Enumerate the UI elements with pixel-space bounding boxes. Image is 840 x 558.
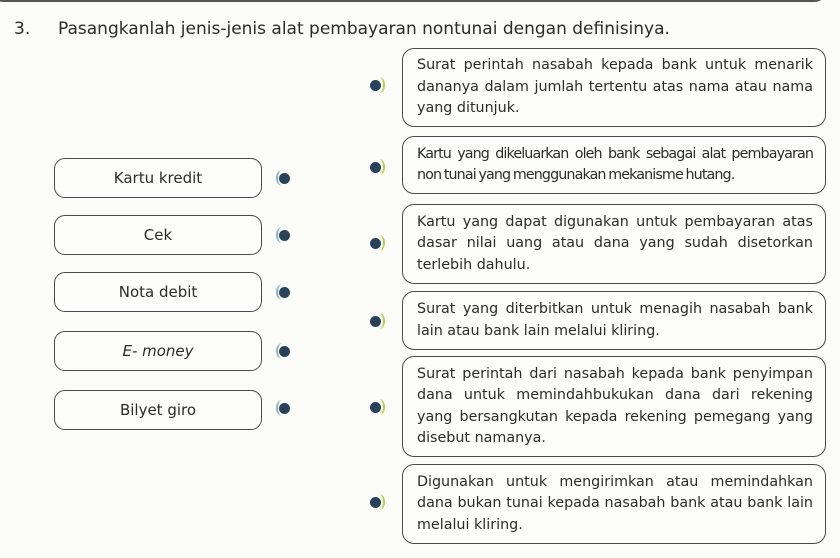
term-box-kartu-kredit[interactable] xyxy=(54,158,262,198)
definition-connector-dot-3[interactable] xyxy=(370,238,381,249)
term-label: E- money xyxy=(122,342,194,360)
definition-connector-dot-2[interactable] xyxy=(370,162,381,173)
term-box-nota-debit[interactable] xyxy=(54,272,262,312)
definition-box-6[interactable] xyxy=(402,464,826,544)
definition-text: Surat yang diterbitkan untuk menagih nasabah bank lain atau bank lain melalui kliring. xyxy=(417,301,813,339)
definition-text: Surat perintah nasabah kepada bank untuk menarik dananya dalam jumlah tertentu atas nama atau nama yang ditunjuk. xyxy=(417,57,813,117)
top-frame xyxy=(0,0,828,2)
term-label: Kartu kredit xyxy=(113,169,203,187)
definition-box-3[interactable] xyxy=(402,204,826,284)
term-connector-dot-cek[interactable] xyxy=(279,230,290,241)
term-connector-dot-e-money[interactable] xyxy=(279,346,290,357)
term-connector-dot-kartu-kredit[interactable] xyxy=(279,173,290,184)
definition-text: Kartu yang dapat digunakan untuk pembayaran atas dasar nilai uang atau dana yang sudah disetorkan terlebih dahulu. xyxy=(417,213,813,273)
definition-connector-dot-6[interactable] xyxy=(370,497,381,508)
question-text: Pasangkanlah jenis-jenis alat pembayaran nontunai dengan definisinya. xyxy=(58,19,670,39)
definition-text: Digunakan untuk mengirimkan atau memindahkan dana bukan tunai kepada nasabah bank atau bank lain melalui kliring. xyxy=(417,473,813,533)
definition-connector-dot-1[interactable] xyxy=(370,80,381,91)
question-number: 3. xyxy=(14,19,31,39)
definition-box-1[interactable] xyxy=(402,48,826,127)
definition-box-5[interactable] xyxy=(402,356,826,457)
definition-connector-dot-5[interactable] xyxy=(370,402,381,413)
term-box-bilyet-giro[interactable] xyxy=(54,390,262,430)
definition-text: Kartu yang dikeluarkan oleh bank sebagai alat pembayaran non tunai yang menggunakan mekanisme hutang. xyxy=(417,145,813,183)
term-label: Cek xyxy=(143,226,173,244)
term-connector-dot-bilyet-giro[interactable] xyxy=(279,403,290,414)
term-box-e-money[interactable] xyxy=(54,331,262,371)
definition-text: Surat perintah dari nasabah kepada bank penyimpan dana untuk memindahbukukan dana dari rekening yang bersangkutan kepada rekening pemegang yang disebut namanya. xyxy=(417,365,813,446)
definition-box-4[interactable] xyxy=(402,291,826,350)
definition-box-2[interactable] xyxy=(402,136,826,194)
term-connector-dot-nota-debit[interactable] xyxy=(279,287,290,298)
term-label: Bilyet giro xyxy=(119,401,197,419)
term-box-cek[interactable] xyxy=(54,215,262,255)
definition-connector-dot-4[interactable] xyxy=(370,316,381,327)
term-label: Nota debit xyxy=(118,283,198,301)
